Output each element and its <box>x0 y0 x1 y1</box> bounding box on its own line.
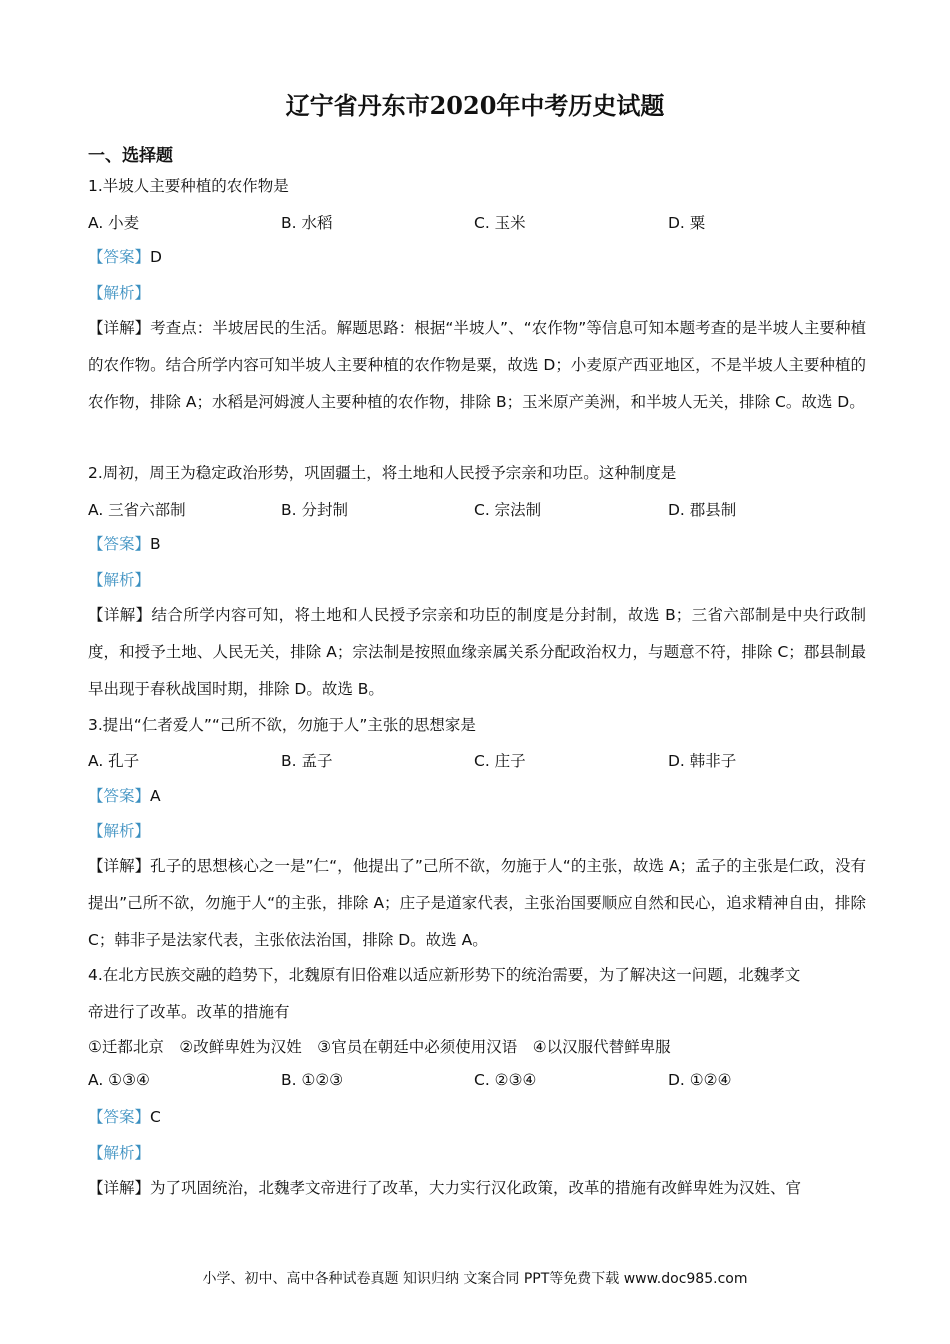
question-2-analysis-label <box>88 569 868 591</box>
option-d: D. 粟 <box>668 214 706 232</box>
option-c: C. ②③④ <box>474 1071 537 1089</box>
question-3-analysis-label <box>88 820 868 842</box>
question-2-answer <box>88 533 868 555</box>
option-b: B. ①②③ <box>281 1071 344 1089</box>
option-c: C. 宗法制 <box>474 501 542 519</box>
answer-label: 【答案】 <box>88 787 151 805</box>
question-2-stem: 2.周初，周王为稳定政治形势，巩固疆土，将土地和人民授予宗亲和功臣。这种制度是 <box>88 464 677 482</box>
analysis-label: 【解析】 <box>88 284 151 302</box>
question-4-stem-line-1: 4.在北方民族交融的趋势下，北魏原有旧俗难以适应新形势下的统治需要，为了解决这一问题，北魏孝文 <box>88 966 801 984</box>
option-d: D. 韩非子 <box>668 752 737 770</box>
page-footer: 小学、初中、高中各种试卷真题 知识归纳 文案合同 PPT等免费下载 www.doc985.com <box>202 1271 748 1287</box>
option-b: B. 水稻 <box>281 214 333 232</box>
option-a: A. 小麦 <box>88 214 140 232</box>
question-4-options <box>88 1071 868 1093</box>
analysis-label: 【解析】 <box>88 571 151 589</box>
question-1-answer <box>88 246 868 268</box>
answer-label: 【答案】 <box>88 535 151 553</box>
answer-value: B <box>150 535 161 553</box>
section-heading: 一、选择题 <box>88 146 173 166</box>
answer-value: D <box>150 248 162 266</box>
answer-label: 【答案】 <box>88 1108 151 1126</box>
detail-text: 结合所学内容可知，将土地和人民授予宗亲和功臣的制度是分封制，故选 B；三省六部制是中央行政制度，和授予土地、人民无关，排除 A；宗法制是按照血缘亲属关系分配政治权力，与题意不符，排除 C；郡县制最早出现于春秋战国时期，排除 D。故选 B。 <box>88 606 866 698</box>
analysis-label: 【解析】 <box>88 822 151 840</box>
question-1-options <box>88 211 868 233</box>
answer-value: C <box>150 1108 161 1126</box>
detail-label: 【详解】 <box>88 1179 151 1197</box>
analysis-label: 【解析】 <box>88 1144 151 1162</box>
detail-label: 【详解】 <box>88 857 151 875</box>
option-c: C. 庄子 <box>474 752 526 770</box>
option-d: D. 郡县制 <box>668 501 737 519</box>
answer-label: 【答案】 <box>88 248 151 266</box>
option-b: B. 孟子 <box>281 752 333 770</box>
option-a: A. 孔子 <box>88 752 140 770</box>
option-a: A. 三省六部制 <box>88 501 186 519</box>
question-4-stem-line-2: 帝进行了改革。改革的措施有 <box>88 1003 290 1021</box>
question-4-analysis-label <box>88 1142 868 1164</box>
question-3-answer <box>88 785 868 807</box>
option-d: D. ①②④ <box>668 1071 732 1089</box>
option-b: B. 分封制 <box>281 501 348 519</box>
question-4-answer <box>88 1106 868 1128</box>
page-title: 辽宁省丹东市2020年中考历史试题 <box>285 91 665 120</box>
answer-value: A <box>150 787 161 805</box>
question-1-detail <box>88 310 866 421</box>
option-c: C. 玉米 <box>474 214 526 232</box>
question-2-options <box>88 498 868 520</box>
detail-label: 【详解】 <box>88 606 152 624</box>
detail-label: 【详解】 <box>88 319 151 337</box>
question-4-items: ①迁都北京 ②改鲜卑姓为汉姓 ③官员在朝廷中必须使用汉语 ④以汉服代替鲜卑服 <box>88 1038 671 1056</box>
detail-text: 考查点：半坡居民的生活。解题思路：根据“半坡人”、“农作物”等信息可知本题考查的是半坡人主要种植的农作物。结合所学内容可知半坡人主要种植的农作物是粟，故选 D；小麦原产西亚地区，不是半坡人主要种植的农作物，排除 A；水稻是河姆渡人主要种植的农作物，排除 B；玉米原产美洲，和半坡人无关，排除 C。故选 D。 <box>88 319 866 411</box>
question-1-analysis-label <box>88 282 868 304</box>
question-3-options <box>88 749 868 771</box>
question-4-detail <box>88 1170 866 1207</box>
question-3-stem: 3.提出“仁者爱人”“己所不欲，勿施于人”主张的思想家是 <box>88 716 476 734</box>
detail-text: 孔子的思想核心之一是”仁“，他提出了”己所不欲，勿施于人“的主张，故选 A；孟子的主张是仁政，没有提出”己所不欲，勿施于人“的主张，排除 A；庄子是道家代表，主张治国要顺应自然和民心，追求精神自由，排除 C；韩非子是法家代表，主张依法治国，排除 D。故选 A。 <box>88 857 866 949</box>
option-a: A. ①③④ <box>88 1071 150 1089</box>
detail-text: 为了巩固统治，北魏孝文帝进行了改革，大力实行汉化政策，改革的措施有改鲜卑姓为汉姓、官 <box>150 1179 802 1197</box>
question-3-detail <box>88 848 866 959</box>
question-2-detail <box>88 597 866 708</box>
question-1-stem: 1.半坡人主要种植的农作物是 <box>88 177 289 195</box>
